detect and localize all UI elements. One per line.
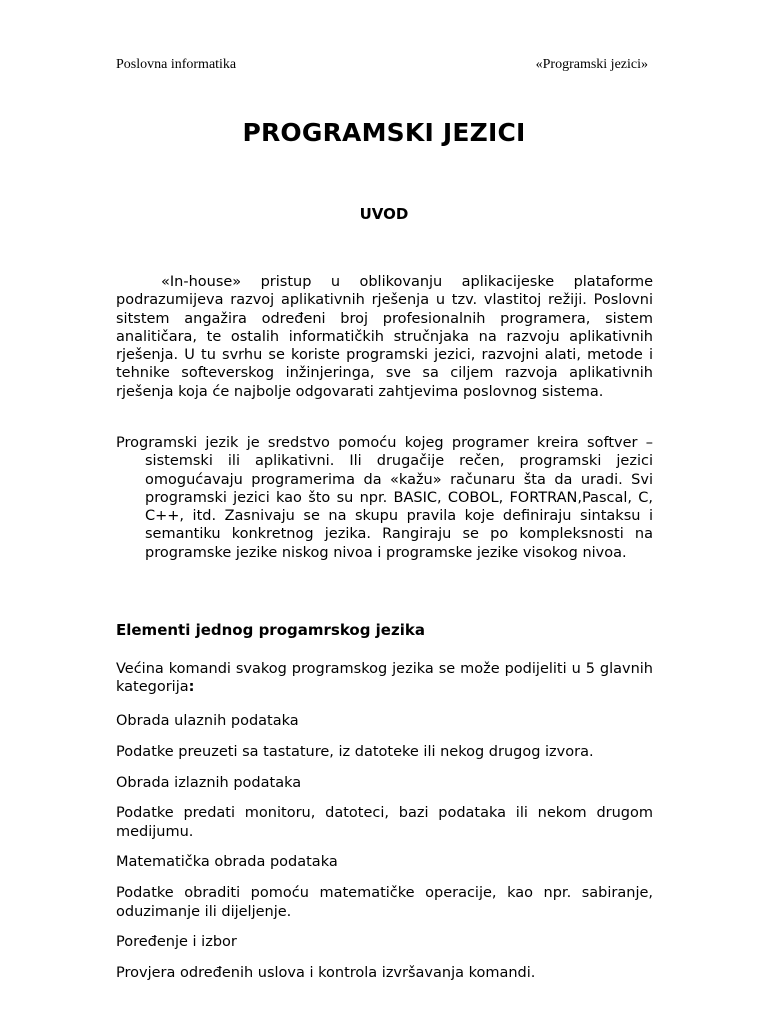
elements-lead-paragraph: [116, 660, 653, 697]
category-description: Podatke preuzeti sa tastature, iz datoteke ili nekog drugog izvora.: [116, 743, 594, 760]
elements-heading: Elementi jednog progamrskog jezika: [116, 621, 425, 639]
header-left-text: Poslovna informatika: [116, 57, 237, 72]
intro-paragraph: «In-house» pristup u oblikovanju aplikacijeske plataforme podrazumijeva razvoj aplikativnih rješenja u tzv. vlastitoj režiji. Poslovni sitstem angažira određeni broj profesionalnih programera, sistem analitičara, te ostalih informatičkih stručnjaka na razvoju aplikativnih rješenja. U tu svrhu se koriste programski jezici, razvojni alati, metode i tehnike softeverskog inžinjeringa, sve sa ciljem razvoja aplikativnih rješenja koja će najbolje odgovarati zahtjevima poslovnog sistema.: [116, 274, 653, 400]
category-description: Provjera određenih uslova i kontrola izvršavanja komandi.: [116, 965, 536, 982]
definition-paragraph: Programski jezik je sredstvo pomoću kojeg programer kreira softver – sistemski ili aplikativni. Ili drugačije rečen, programski jezici omogućavaju programerima da «kažu» računaru šta da uradi. Svi programski jezici kao što su npr. BASIC, COBOL, FORTRAN,Pascal, C, C++, itd. Zasnivaju se na skupu pravila koje definiraju sintaksu i semantiku konkretnog jezika. Rangiraju se po kompleksnosti na programske jezike niskog nivoa i programske jezike visokog nivoa.: [116, 435, 653, 561]
category-list: [116, 712, 653, 995]
header-right-text: «Programski jezici»: [535, 57, 648, 72]
running-header: [116, 57, 648, 73]
document-title: PROGRAMSKI JEZICI: [242, 118, 526, 147]
elements-lead-colon: :: [188, 679, 195, 696]
category-item: Obrada ulaznih podataka: [116, 713, 299, 729]
section-title: UVOD: [359, 205, 409, 223]
category-description: Podatke predati monitoru, datoteci, bazi podataka ili nekom drugom medijumu.: [116, 805, 653, 840]
category-item: Matematička obrada podataka: [116, 854, 338, 871]
category-description: Podatke obraditi pomoću matematičke operacije, kao npr. sabiranje, oduzimanje ili dijeljenje.: [116, 885, 653, 920]
category-item: Obrada izlaznih podataka: [116, 774, 302, 791]
elements-lead-text: Većina komandi svakog programskog jezika se može podijeliti u 5 glavnih kategorija: [116, 661, 653, 696]
category-item: Poređenje i izbor: [116, 934, 237, 951]
